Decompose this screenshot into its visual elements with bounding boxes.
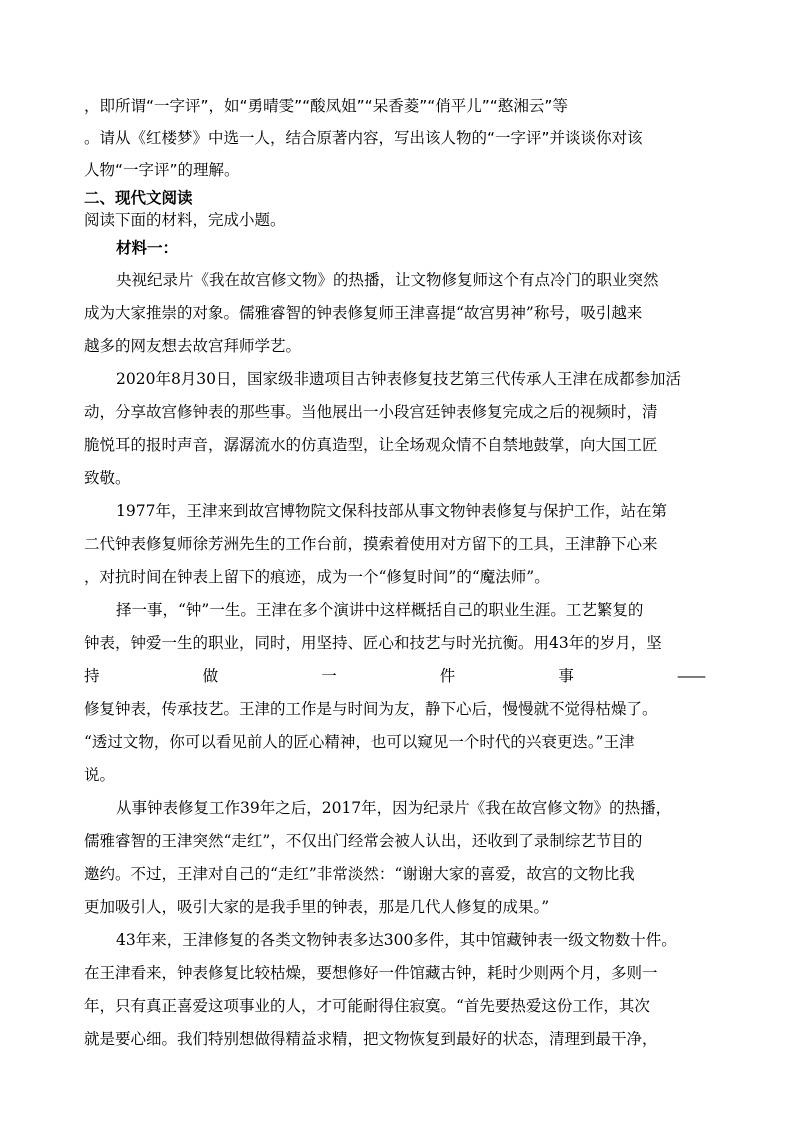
paragraph-line: 择一事，“钟”一生。王津在多个演讲中这样概括自己的职业生涯。工艺繁复的 — [116, 601, 644, 619]
justified-line — [84, 666, 704, 686]
paragraph-line: 43年来，王津修复的各类文物钟表多达300多件，其中馆藏钟表一级文物数十件。 — [116, 931, 677, 949]
question-line-1: ，即所谓“一字评”，如“勇晴雯”“酸凤姐”“呆香菱”“俏平儿”“憨湘云”等 — [84, 97, 568, 115]
paragraph-line: 2020年8月30日，国家级非遗项目古钟表修复技艺第三代传承人王津在成都参加活 — [116, 370, 682, 388]
paragraph-line: 央视纪录片《我在故宫修文物》的热播，让文物修复师这个有点冷门的职业突然 — [116, 271, 659, 289]
paragraph-line: 致敬。 — [84, 469, 131, 487]
paragraph-line: ，对抗时间在钟表上留下的痕迹，成为一个“修复时间”的“魔法师”。 — [84, 568, 550, 586]
justified-word: 持 — [84, 667, 100, 685]
justified-word: 事 — [558, 667, 574, 685]
paragraph-line: 二代钟表修复师徐芳洲先生的工作台前，摸索着使用对方留下的工具，王津静下心来 — [84, 535, 658, 553]
justified-word: 做 — [202, 667, 219, 685]
paragraph-line: 动，分享故宫修钟表的那些事。当他展出一小段宫廷钟表修复完成之后的视频时，清 — [84, 403, 658, 421]
paragraph-line: 年，只有真正喜爱这项事业的人，才可能耐得住寂寞。“首先要热爱这份工作，其次 — [84, 997, 650, 1015]
paragraph-line: 邀约。不过，王津对自己的“走红”非常淡然：“谢谢大家的喜爱，故宫的文物比我 — [84, 865, 635, 883]
paragraph-line: 说。 — [84, 766, 116, 784]
paragraph-line: 儒雅睿智的王津突然“走红”，不仅出门经常会被人认出，还收到了录制综艺节目的 — [84, 832, 643, 850]
paragraph-line: “透过文物，你可以看见前人的匠心精神，也可以窥见一个时代的兴衰更迭。”王津 — [84, 733, 635, 751]
paragraph-line: 从事钟表修复工作39年之后，2017年，因为纪录片《我在故宫修文物》的热播， — [116, 799, 672, 817]
section-instruction: 阅读下面的材料，完成小题。 — [84, 211, 286, 229]
paragraph-line: 就是要心细。我们特别想做得精益求精，把文物恢复到最好的状态，清理到最干净， — [84, 1030, 658, 1048]
paragraph-line: 1977年，王津来到故宫博物院文保科技部从事文物钟表修复与保护工作，站在第 — [116, 502, 667, 520]
section-heading: 二、现代文阅读 — [84, 189, 193, 207]
paragraph-line: 成为大家推崇的对象。儒雅睿智的钟表修复师王津喜提“故宫男神”称号，吸引越来 — [84, 304, 643, 322]
paragraph-line: 修复钟表，传承技艺。王津的工作是与时间为友，静下心后，慢慢就不觉得枯燥了。 — [84, 700, 658, 718]
paragraph-line: 越多的网友想去故宫拜师学艺。 — [84, 337, 302, 355]
question-line-3: 人物“一字评”的理解。 — [84, 161, 240, 179]
question-line-2: 。请从《红楼梦》中选一人，结合原著内容，写出该人物的“一字评”并谈谈你对该 — [84, 129, 643, 147]
paragraph-line: 在王津看来，钟表修复比较枯燥，要想修好一件馆藏古钟，耗时少则两个月，多则一 — [84, 964, 658, 982]
justified-word: —— — [676, 667, 704, 685]
paragraph-line: 更加吸引人，吸引大家的是我手里的钟表，那是几代人修复的成果。” — [84, 898, 550, 916]
justified-word: 一 — [321, 667, 337, 685]
justified-word: 件 — [439, 667, 456, 685]
material-title: 材料一： — [116, 238, 179, 257]
paragraph-line: 脆悦耳的报时声音，潺潺流水的仿真造型，让全场观众情不自禁地鼓掌，向大国工匠 — [84, 436, 658, 454]
paragraph-line: 钟表，钟爱一生的职业，同时，用坚持、匠心和技艺与时光抗衡。用43年的岁月，坚 — [84, 634, 662, 652]
